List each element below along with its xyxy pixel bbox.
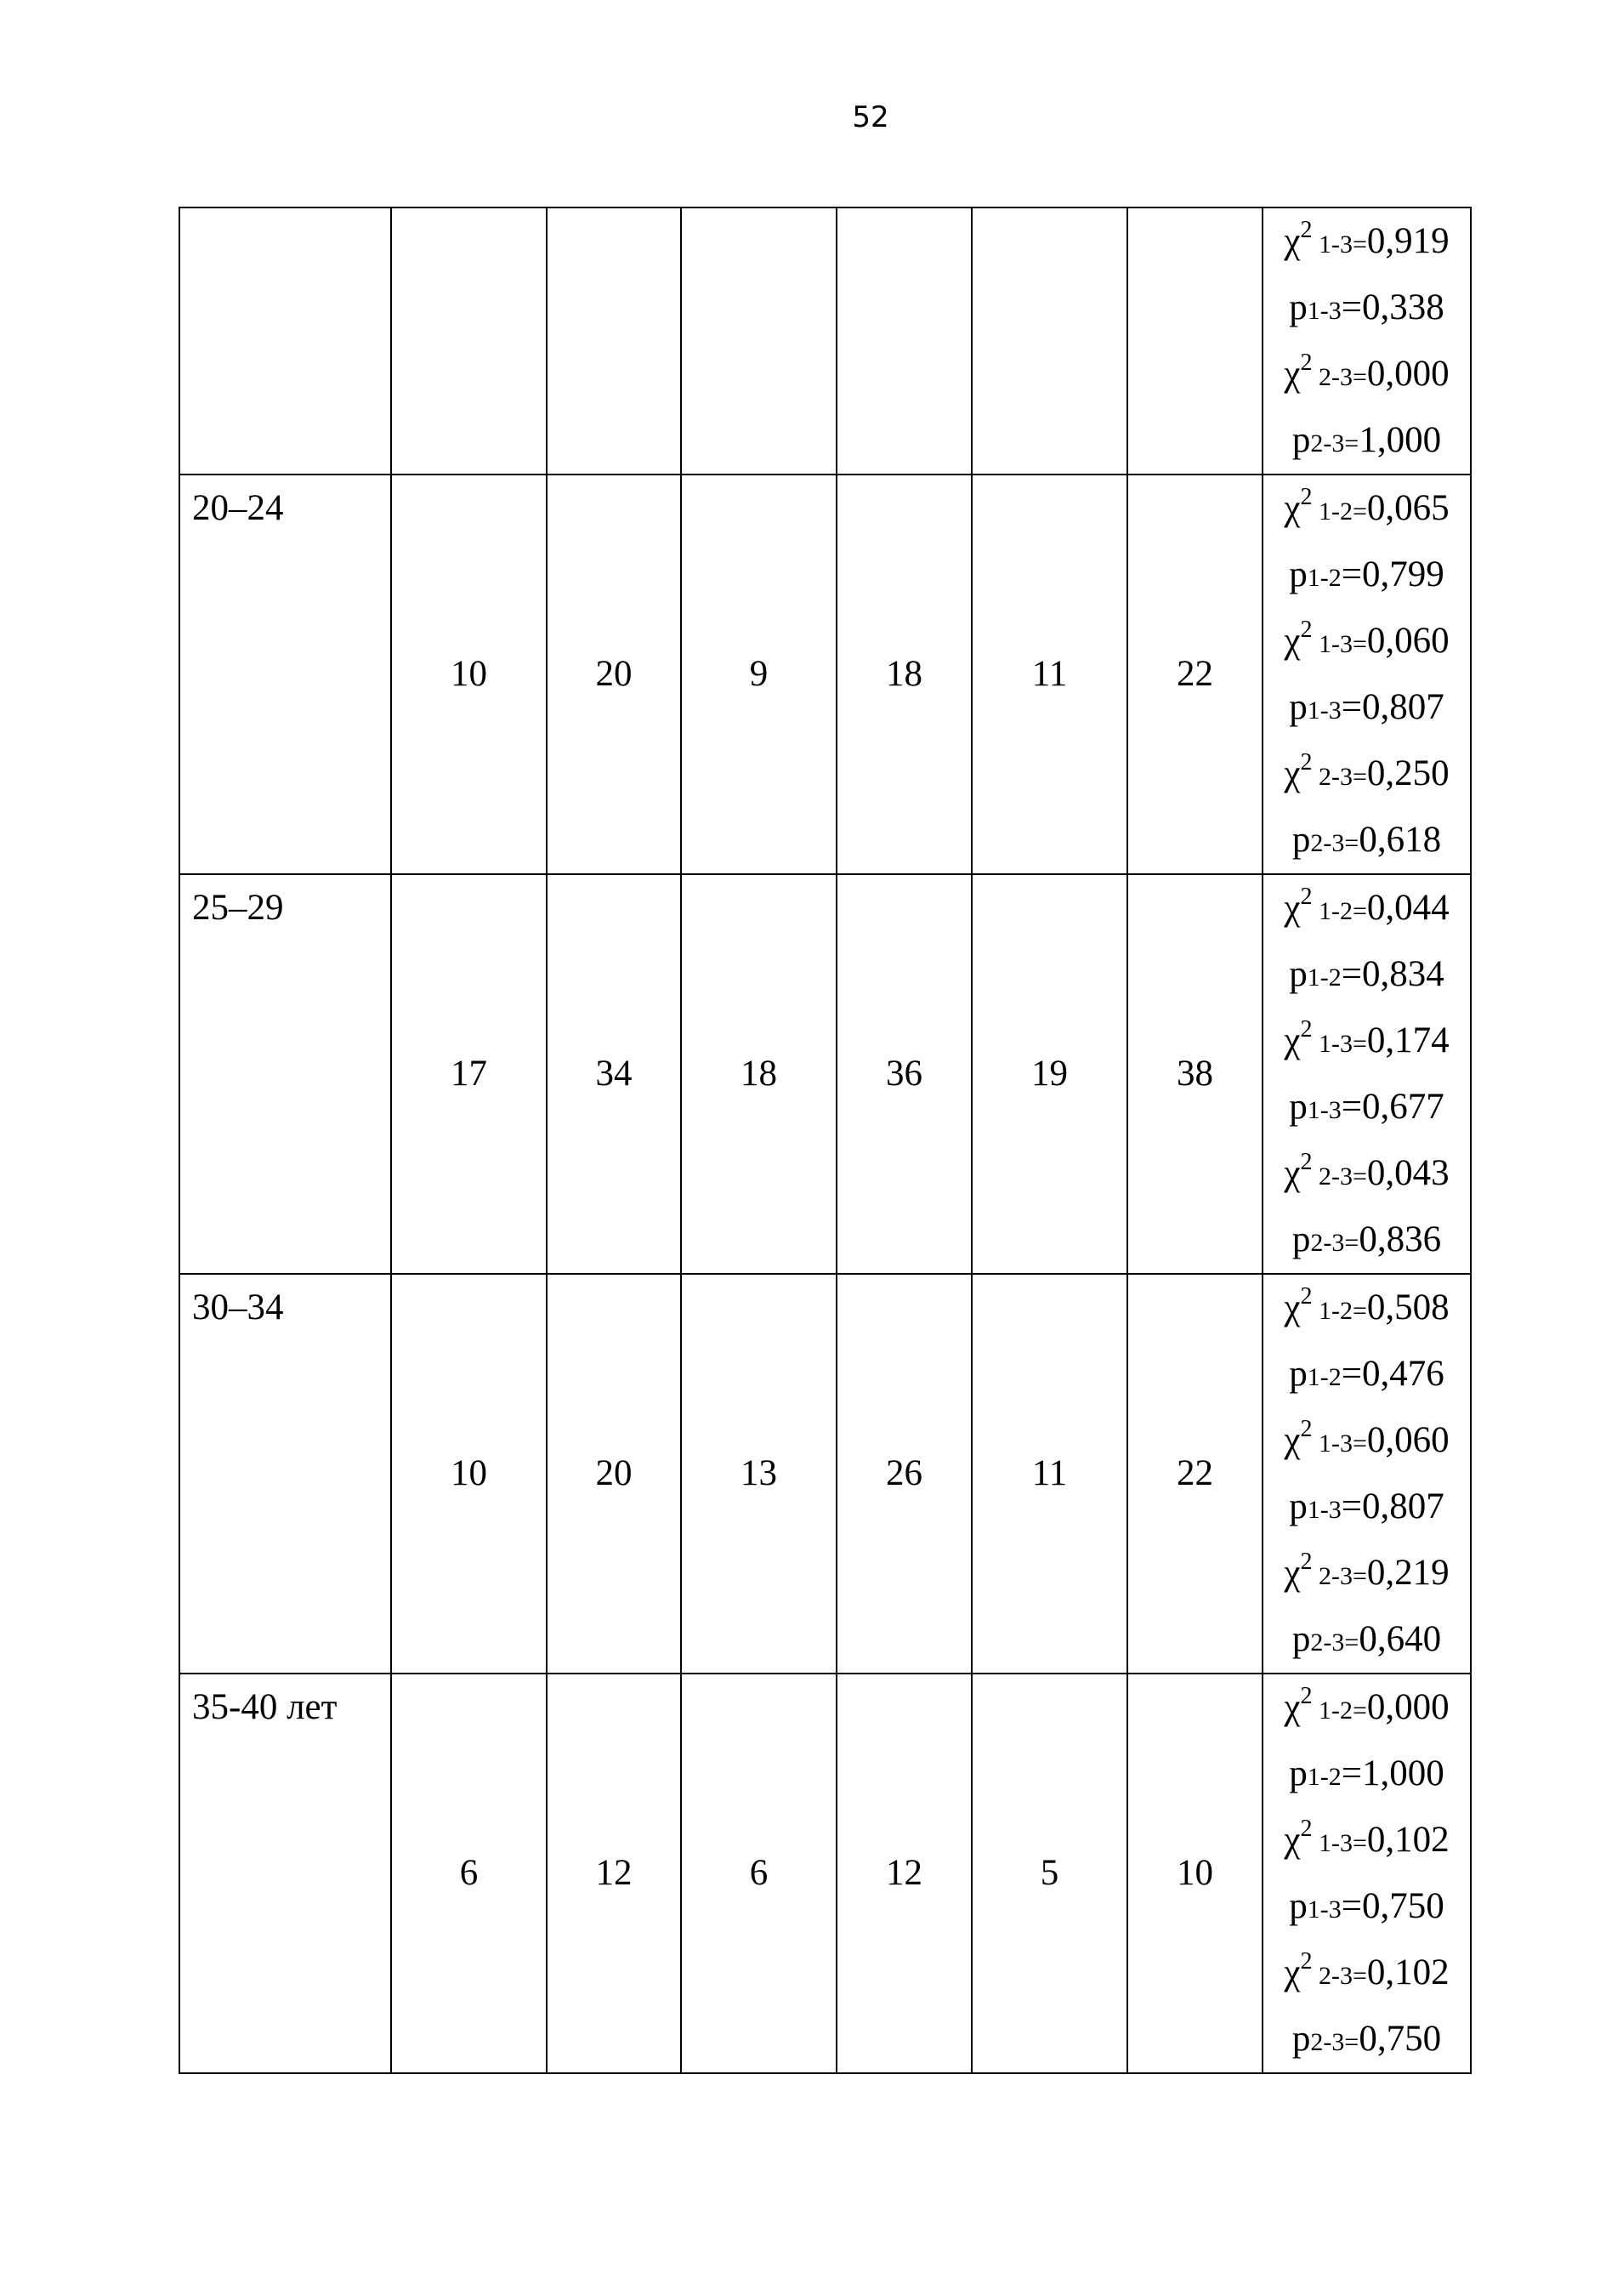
- comparison-subscript: 1-3: [1307, 1096, 1342, 1124]
- comparison-subscript: 2-3=: [1312, 1162, 1367, 1191]
- statistic-symbol: [1284, 1683, 1313, 1727]
- equals-sign: =: [1341, 687, 1362, 727]
- value-cell: 26: [837, 1274, 972, 1674]
- statistics-cell: [1263, 1274, 1471, 1674]
- statistic-line: [1263, 475, 1470, 542]
- statistic-line: [1263, 741, 1470, 807]
- comparison-subscript: 2-3=: [1310, 1229, 1359, 1257]
- age-group-cell: 35-40 лет: [179, 1674, 391, 2073]
- value-cell: 18: [837, 475, 972, 874]
- equals-sign: =: [1341, 287, 1362, 327]
- statistic-value: 1,000: [1362, 1753, 1444, 1793]
- value-cell: 34: [547, 874, 681, 1274]
- symbol-superscript: 2: [1300, 617, 1313, 643]
- comparison-subscript: 2-3=: [1312, 1962, 1367, 1990]
- statistic-value: 1,000: [1359, 420, 1442, 460]
- statistic-value: 0,043: [1366, 1153, 1450, 1193]
- symbol-superscript: 2: [1300, 1283, 1313, 1310]
- statistic-value: 0,618: [1359, 820, 1442, 860]
- comparison-subscript: 2-3=: [1310, 2028, 1359, 2056]
- comparison-subscript: 1-3=: [1312, 630, 1367, 658]
- value-cell: [681, 207, 837, 475]
- symbol-letter: p: [1291, 2019, 1311, 2059]
- equals-sign: =: [1341, 1087, 1362, 1127]
- comparison-subscript: 1-3: [1307, 1895, 1342, 1924]
- symbol-superscript: 2: [1300, 884, 1313, 910]
- statistic-line: [1263, 1540, 1470, 1606]
- value-cell: 9: [681, 475, 837, 874]
- statistic-line: [1263, 1407, 1470, 1474]
- value-cell: 6: [391, 1674, 547, 2073]
- statistic-value: 0,338: [1362, 287, 1444, 327]
- statistic-symbol: [1292, 820, 1311, 860]
- value-cell: [547, 207, 681, 475]
- symbol-superscript: 2: [1300, 350, 1313, 376]
- statistic-line: [1263, 674, 1470, 741]
- statistic-line: [1263, 275, 1470, 341]
- statistic-line: [1263, 1474, 1470, 1540]
- symbol-letter: χ: [1284, 1020, 1301, 1060]
- symbol-letter: χ: [1284, 1287, 1301, 1327]
- comparison-subscript: 2-3=: [1312, 1562, 1367, 1590]
- statistic-symbol: [1292, 2019, 1311, 2059]
- symbol-letter: p: [1289, 287, 1308, 327]
- table-body: [179, 207, 1471, 2073]
- symbol-letter: χ: [1284, 354, 1301, 394]
- table-row: [179, 207, 1471, 475]
- symbol-superscript: 2: [1300, 484, 1313, 510]
- symbol-letter: χ: [1284, 1687, 1301, 1727]
- statistic-symbol: [1284, 1283, 1313, 1327]
- statistic-value: 0,834: [1362, 954, 1444, 994]
- comparison-subscript: 1-2: [1307, 564, 1342, 592]
- comparison-subscript: 1-2: [1307, 1763, 1342, 1791]
- statistic-value: 0,174: [1366, 1020, 1450, 1060]
- value-cell: 17: [391, 874, 547, 1274]
- symbol-letter: p: [1291, 420, 1311, 460]
- symbol-letter: p: [1289, 1087, 1308, 1127]
- table-row: [179, 1674, 1471, 2073]
- statistic-value: 0,750: [1362, 1886, 1444, 1926]
- comparison-subscript: 1-2=: [1312, 1696, 1367, 1725]
- statistic-value: 0,000: [1366, 354, 1450, 394]
- statistic-symbol: [1284, 1816, 1313, 1860]
- value-cell: [837, 207, 972, 475]
- symbol-superscript: 2: [1300, 1416, 1313, 1442]
- table-row: [179, 475, 1471, 874]
- value-cell: 10: [391, 1274, 547, 1674]
- symbol-superscript: 2: [1300, 749, 1313, 776]
- value-cell: 22: [1127, 1274, 1263, 1674]
- statistic-line: [1263, 1275, 1470, 1341]
- symbol-superscript: 2: [1300, 1549, 1313, 1575]
- symbol-letter: χ: [1284, 1820, 1301, 1860]
- value-cell: 18: [681, 874, 837, 1274]
- comparison-subscript: 1-3=: [1312, 1829, 1367, 1857]
- statistics-table: [179, 207, 1472, 2074]
- value-cell: 11: [972, 475, 1127, 874]
- age-group-cell: 25–29: [179, 874, 391, 1274]
- comparison-subscript: 1-2=: [1312, 1297, 1367, 1325]
- symbol-superscript: 2: [1300, 1816, 1313, 1842]
- statistic-line: [1263, 608, 1470, 674]
- statistic-line: [1263, 1741, 1470, 1807]
- statistic-symbol: [1289, 687, 1308, 727]
- statistic-value: 0,807: [1362, 1486, 1444, 1526]
- comparison-subscript: 2-3=: [1312, 763, 1367, 791]
- statistic-symbol: [1289, 287, 1308, 327]
- age-group-cell: 20–24: [179, 475, 391, 874]
- equals-sign: =: [1341, 1486, 1362, 1526]
- value-cell: [391, 207, 547, 475]
- symbol-letter: χ: [1284, 753, 1301, 793]
- symbol-letter: p: [1291, 1219, 1311, 1259]
- statistic-value: 0,750: [1359, 2019, 1442, 2059]
- symbol-letter: p: [1289, 1486, 1308, 1526]
- comparison-subscript: 1-2: [1307, 963, 1342, 992]
- symbol-letter: χ: [1284, 1420, 1301, 1460]
- symbol-letter: p: [1291, 1619, 1311, 1659]
- comparison-subscript: 1-3=: [1312, 1030, 1367, 1058]
- statistic-value: 0,640: [1359, 1619, 1442, 1659]
- value-cell: 36: [837, 874, 972, 1274]
- page-number: 52: [852, 100, 889, 134]
- statistic-line: [1263, 1940, 1470, 2006]
- comparison-subscript: 1-3=: [1312, 1429, 1367, 1458]
- table-row: [179, 1274, 1471, 1674]
- value-cell: [1127, 207, 1263, 475]
- statistic-symbol: [1284, 1016, 1313, 1060]
- statistic-line: [1263, 1207, 1470, 1273]
- symbol-letter: p: [1289, 1753, 1308, 1793]
- statistic-line: [1263, 542, 1470, 608]
- value-cell: 11: [972, 1274, 1127, 1674]
- comparison-subscript: 2-3=: [1310, 829, 1359, 857]
- comparison-subscript: 1-3: [1307, 696, 1342, 725]
- symbol-letter: χ: [1284, 488, 1301, 528]
- statistic-symbol: [1284, 1416, 1313, 1460]
- equals-sign: =: [1341, 554, 1362, 594]
- statistic-symbol: [1289, 1486, 1308, 1526]
- comparison-subscript: 1-2: [1307, 1363, 1342, 1391]
- statistic-value: 0,799: [1362, 554, 1444, 594]
- statistic-line: [1263, 875, 1470, 941]
- comparison-subscript: 1-3: [1307, 297, 1342, 325]
- value-cell: 10: [391, 475, 547, 874]
- statistic-line: [1263, 1873, 1470, 1940]
- comparison-subscript: 2-3=: [1310, 1628, 1359, 1657]
- value-cell: 5: [972, 1674, 1127, 2073]
- statistic-symbol: [1292, 1219, 1311, 1259]
- symbol-letter: p: [1289, 954, 1308, 994]
- statistic-symbol: [1292, 420, 1311, 460]
- symbol-superscript: 2: [1300, 1948, 1313, 1975]
- statistic-line: [1263, 1674, 1470, 1741]
- statistic-value: 0,476: [1362, 1354, 1444, 1394]
- statistic-value: 0,807: [1362, 687, 1444, 727]
- symbol-letter: χ: [1284, 1952, 1301, 1992]
- symbol-letter: χ: [1284, 1553, 1301, 1593]
- symbol-superscript: 2: [1300, 217, 1313, 243]
- age-group-cell: 30–34: [179, 1274, 391, 1674]
- statistic-symbol: [1292, 1619, 1311, 1659]
- statistic-value: 0,102: [1366, 1820, 1450, 1860]
- statistics-cell: [1263, 1674, 1471, 2073]
- symbol-letter: p: [1289, 554, 1308, 594]
- statistic-line: [1263, 1807, 1470, 1873]
- statistic-line: [1263, 1008, 1470, 1074]
- statistic-symbol: [1289, 1886, 1308, 1926]
- statistic-line: [1263, 1341, 1470, 1407]
- symbol-letter: χ: [1284, 221, 1301, 261]
- statistic-symbol: [1284, 350, 1313, 394]
- statistic-symbol: [1284, 1149, 1313, 1193]
- statistic-line: [1263, 1140, 1470, 1207]
- equals-sign: =: [1341, 1354, 1362, 1394]
- equals-sign: =: [1341, 1753, 1362, 1793]
- statistic-value: 0,250: [1366, 753, 1450, 793]
- statistic-line: [1263, 341, 1470, 407]
- statistic-symbol: [1289, 1354, 1308, 1394]
- statistic-value: 0,065: [1366, 488, 1450, 528]
- statistic-value: 0,677: [1362, 1087, 1444, 1127]
- statistic-symbol: [1284, 884, 1313, 928]
- value-cell: 38: [1127, 874, 1263, 1274]
- statistic-line: [1263, 1606, 1470, 1673]
- value-cell: 20: [547, 1274, 681, 1674]
- statistic-value: 0,508: [1366, 1287, 1450, 1327]
- value-cell: [972, 207, 1127, 475]
- comparison-subscript: 2-3=: [1310, 429, 1359, 457]
- value-cell: 10: [1127, 1674, 1263, 2073]
- comparison-subscript: 1-3=: [1312, 230, 1367, 259]
- statistic-value: 0,219: [1366, 1553, 1450, 1593]
- statistic-line: [1263, 2006, 1470, 2072]
- statistics-cell: [1263, 475, 1471, 874]
- statistic-symbol: [1289, 954, 1308, 994]
- statistic-value: 0,060: [1366, 1420, 1450, 1460]
- symbol-letter: p: [1289, 1886, 1308, 1926]
- statistic-value: 0,919: [1366, 221, 1450, 261]
- statistic-line: [1263, 208, 1470, 275]
- statistic-symbol: [1284, 1948, 1313, 1992]
- symbol-letter: p: [1291, 820, 1311, 860]
- statistic-value: 0,836: [1359, 1219, 1442, 1259]
- value-cell: 20: [547, 475, 681, 874]
- statistic-value: 0,044: [1366, 888, 1450, 928]
- comparison-subscript: 1-2=: [1312, 897, 1367, 925]
- statistic-value: 0,102: [1366, 1952, 1450, 1992]
- comparison-subscript: 1-2=: [1312, 497, 1367, 526]
- statistic-symbol: [1289, 1087, 1308, 1127]
- statistic-value: 0,000: [1366, 1687, 1450, 1727]
- symbol-letter: χ: [1284, 1153, 1301, 1193]
- symbol-letter: χ: [1284, 621, 1301, 661]
- statistic-line: [1263, 1074, 1470, 1140]
- statistic-symbol: [1284, 484, 1313, 528]
- statistics-cell: [1263, 207, 1471, 475]
- statistic-line: [1263, 941, 1470, 1008]
- value-cell: 12: [837, 1674, 972, 2073]
- symbol-letter: p: [1289, 687, 1308, 727]
- symbol-superscript: 2: [1300, 1683, 1313, 1709]
- statistic-symbol: [1284, 617, 1313, 661]
- statistic-symbol: [1289, 1753, 1308, 1793]
- symbol-letter: p: [1289, 1354, 1308, 1394]
- statistic-value: 0,060: [1366, 621, 1450, 661]
- symbol-superscript: 2: [1300, 1016, 1313, 1043]
- value-cell: 22: [1127, 475, 1263, 874]
- table-row: [179, 874, 1471, 1274]
- statistic-symbol: [1284, 1549, 1313, 1593]
- statistic-line: [1263, 807, 1470, 873]
- statistic-line: [1263, 407, 1470, 474]
- value-cell: 13: [681, 1274, 837, 1674]
- statistic-symbol: [1284, 749, 1313, 793]
- comparison-subscript: 1-3: [1307, 1496, 1342, 1524]
- symbol-letter: χ: [1284, 888, 1301, 928]
- value-cell: 19: [972, 874, 1127, 1274]
- statistics-cell: [1263, 874, 1471, 1274]
- statistic-symbol: [1289, 554, 1308, 594]
- equals-sign: =: [1341, 1886, 1362, 1926]
- comparison-subscript: 2-3=: [1312, 363, 1367, 391]
- value-cell: 6: [681, 1674, 837, 2073]
- value-cell: 12: [547, 1674, 681, 2073]
- equals-sign: =: [1341, 954, 1362, 994]
- statistic-symbol: [1284, 217, 1313, 261]
- symbol-superscript: 2: [1300, 1149, 1313, 1175]
- age-group-cell: [179, 207, 391, 475]
